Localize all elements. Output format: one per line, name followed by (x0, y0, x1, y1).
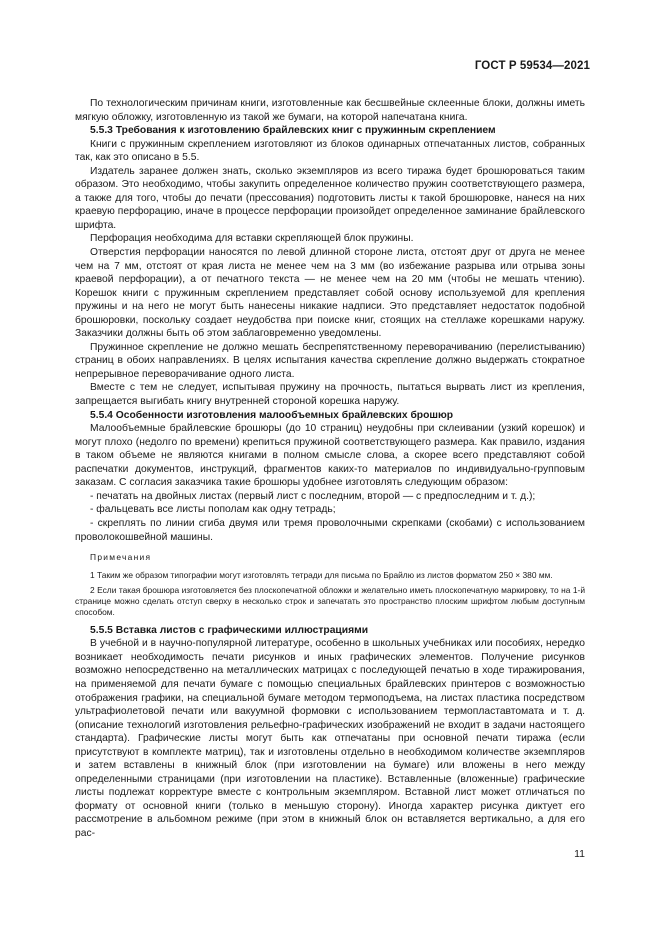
paragraph: В учебной и в научно-популярной литературе, особенно в школьных учебниках или пособиях, нередко возникает необходимость печати рисунков и иных графических элементов. Получение рисунков возможно непосредственно на металлических матрицах с последующей печатью в ходе тиражирования, на применяемой для печати бумаге с помощью специальных брайлевских принтеров с возможностью отображения графики, на специальной бумаге методом термоподъема, на листах пластика посредством ультрафиолетовой печати или вакуумной формовки с использованием термопластавтомата и т. д. (описание технологий изготовления рельефно-графических изображений не входит в задачи настоящего стандарта). Графические листы могут быть как отпечатаны при основной печати тиража (если присутствуют в комплекте матриц), так и изготовлены отдельно в необходимом количестве экземпляров и затем вставлены в книжный блок (при изготовлении на бумаге) или вложены в него между определенными страницами (при изготовлении на пластике). Вставленные (вложенные) графические листы подлежат корректуре вместе с контрольным экземпляром. Вставной лист может отличаться по формату от основной книги (только в меньшую сторону). Иногда характер рисунка диктует его рассмотрение в альбомном режиме (при этом в книжный блок он вставляется вертикально, а для его рас- (75, 638, 585, 839)
notes-title: Примечания (90, 552, 152, 563)
list-item: - скреплять по линии сгиба двумя или тремя проволочными скрепками (скобами) с использованием проволокошвейной машины. (75, 517, 585, 543)
section-heading-5-5-5: 5.5.5 Вставка листов с графическими иллюстрациями (90, 624, 369, 636)
main-text (75, 97, 585, 841)
list-item: - печатать на двойных листах (первый лист с последним, второй — с предпоследним и т. д.); (90, 490, 536, 502)
page-number: 11 (574, 848, 585, 860)
paragraph: Книги с пружинным скреплением изготовляют из блоков одинарных отпечатанных листов, собранных так, как это описано в 5.5. (75, 138, 585, 164)
paragraph: Перфорация необходима для вставки скрепляющей блок пружины. (90, 233, 414, 245)
paragraph: Издатель заранее должен знать, сколько экземпляров из всего тиража будет брошюроваться таким образом. Это необходимо, чтобы закупить определенное количество пружин соответствующего размера, а также для того, чтобы до печати (прессования) подготовить листы к такой брошюровке, нанеся на них краевую перфорацию, иначе в процессе перфорации произойдет определенное заминание брайлевского шрифта. (75, 165, 585, 231)
standard-header: ГОСТ Р 59534—2021 (474, 60, 590, 72)
section-heading-5-5-3: 5.5.3 Требования к изготовлению брайлевских книг с пружинным скреплением (90, 125, 496, 137)
paragraph: Вместе с тем не следует, испытывая пружину на прочность, пытаться вырвать лист из крепления, запрещается выгибать книгу внутренней стороной корешка наружу. (75, 382, 585, 408)
paragraph: Пружинное скрепление не должно мешать беспрепятственному переворачиванию (перелистыванию) страниц в обоих направлениях. В целях испытания качества скрепление должно выдержать стократное непрерывное переворачивание одного листа. (75, 341, 585, 380)
list-item: - фальцевать все листы пополам как одну тетрадь; (90, 504, 336, 516)
paragraph: Малообъемные брайлевские брошюры (до 10 страниц) неудобны при склеивании (узкий корешок) и могут плохо (недолго по времени) крепиться пружиной соответствующего размера. Как правило, издания в таком объеме не являются книгами в полном смысле слова, а скорее всего представляют собой распечатки документов, инструкций, фрагментов каких-то материалов по индивидуально-групповым заказам. С согласия заказчика такие брошюры удобнее изготовлять следующим образом: (75, 423, 585, 489)
note-2: 2 Если такая брошюра изготовляется без плоскопечатной обложки и желательно иметь плоскопечатную маркировку, то на 1-й странице можно сделать отступ сверху в несколько строк и запечатать это пространство плоским шрифтом любым доступным способом. (75, 584, 585, 618)
paragraph: Отверстия перфорации наносятся по левой длинной стороне листа, отстоят друг от друга не менее чем на 7 мм, отстоят от края листа не менее чем на 3 мм (во избежание разрыва или отрыва зоны краевой перфорации), а от печатного текста — не менее чем на 20 мм (чтобы не мешать чтению). Корешок книги с пружинным скреплением представляет собой основу используемой для крепления пружины и на него не могут быть нанесены никакие надписи. Это представляет недостаток подобной брошюровки, поскольку создает неудобства при поиске книг, стоящих на стеллаже корешками наружу. Заказчики должны быть об этом заблаговременно уведомлены. (75, 247, 585, 340)
note-1: 1 Таким же образом типографии могут изготовлять тетради для письма по Брайлю из листов форматом 250 × 380 мм. (90, 569, 553, 580)
section-heading-5-5-4: 5.5.4 Особенности изготовления малообъемных брайлевских брошюр (90, 409, 454, 421)
paragraph-intro: По технологическим причинам книги, изготовленные как бесшвейные склеенные блоки, должны иметь мягкую обложку, изготовленную из такой же бумаги, на которой напечатана книга. (75, 98, 585, 123)
